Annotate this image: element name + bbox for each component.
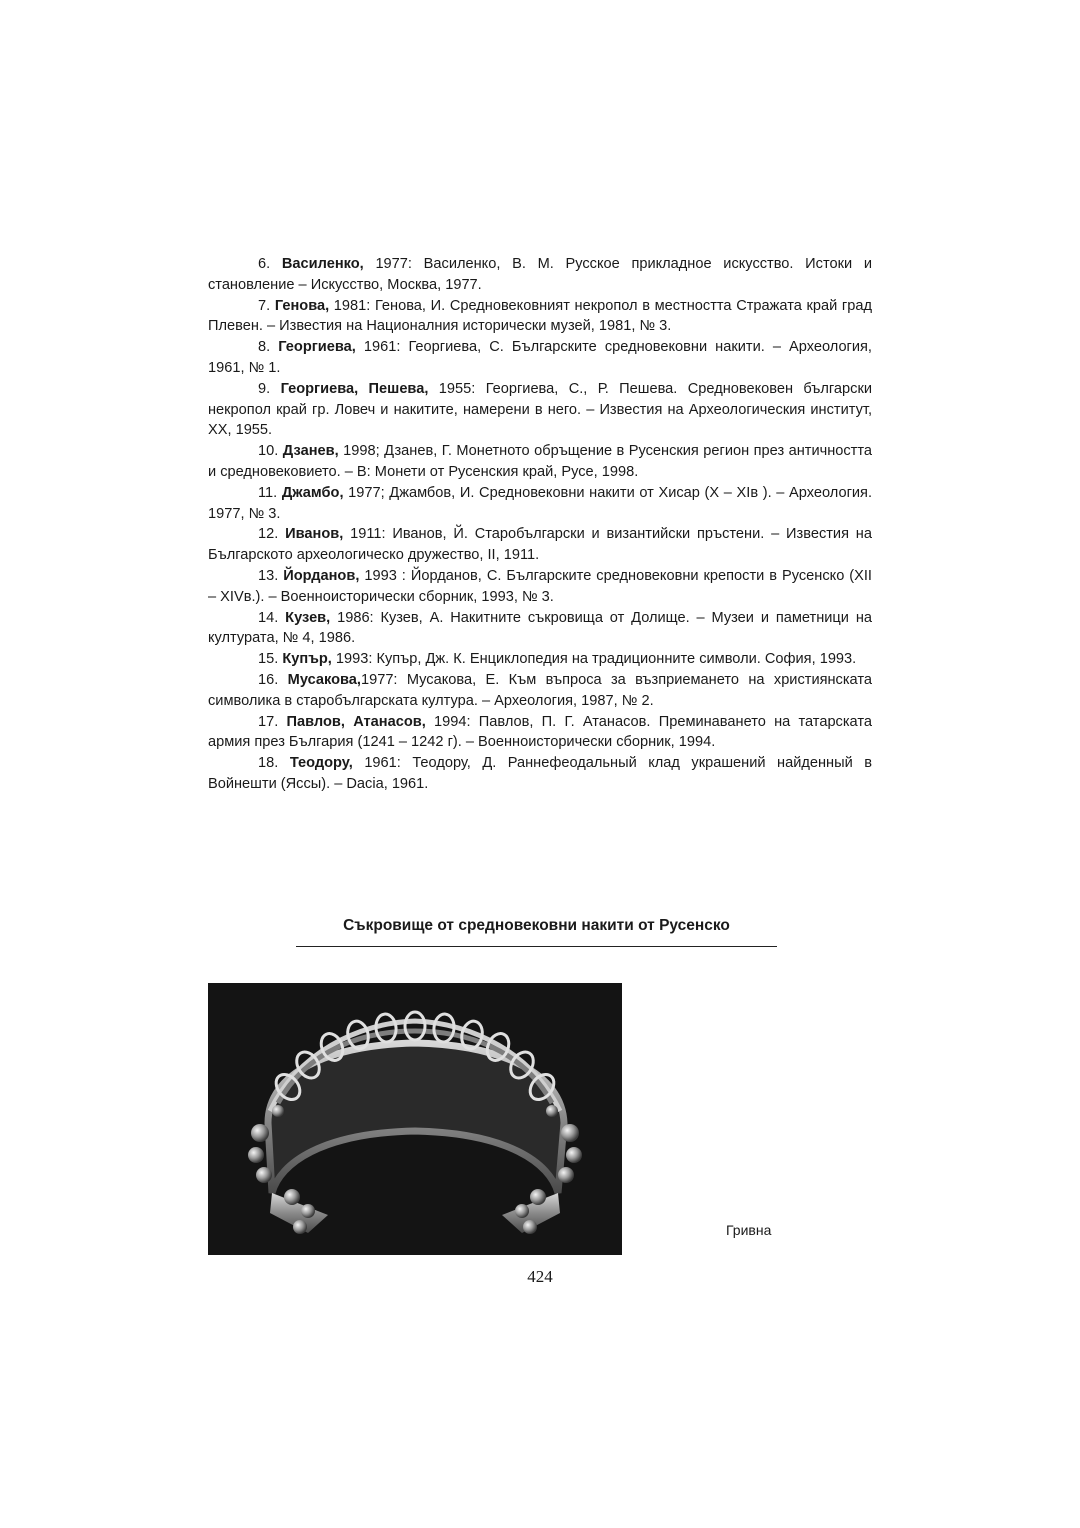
section-title: Съкровище от средновековни накити от Русенско (296, 914, 777, 947)
reference-12: 12. Иванов, 1911: Иванов, Й. Старобългарски и византийски пръстени. – Известия на Българското археологическо дружество, ІІ, 1911. (208, 526, 872, 564)
reference-8: 8. Георгиева, 1961: Георгиева, С. Българските средновековни накити. – Археология, 1961, № 1. (208, 339, 872, 376)
reference-16: 16. Мусакова,1977: Мусакова, Е. Към въпроса за възприемането на християнската символика в старобългарската култура. – Археология, 1987, № 2. (208, 671, 872, 709)
reference-10: 10. Дзанев, 1998; Дзанев, Г. Монетното обръщение в Русенския регион през античността и средновековието. – В: Монети от Русенския край, Русе, 1998. (208, 443, 872, 480)
reference-13: 13. Йорданов, 1993 : Йорданов, С. Българските средновековни крепости в Русенско (ХІІ – ХІVв.). – Военноисторически сборник, 1993, № 3. (208, 567, 872, 605)
reference-7: 7. Генова, 1981: Генова, И. Средновековният некропол в местността Стражата край град Плевен. – Известия на Националния исторически музей, 1981, № 3. (208, 297, 872, 335)
reference-9: 9. Георгиева, Пешева, 1955: Георгиева, С., Р. Пешева. Средновековен български некропол край гр. Ловеч и накитите, намерени в него. – Известия на Археологическия институт, ХХ, 1955. (208, 380, 872, 439)
reference-author: Теодору, (289, 755, 353, 772)
reference-author: Джамбо, (281, 484, 344, 501)
reference-author: Кузев, (285, 609, 331, 626)
reference-11: 11. Джамбо, 1977; Джамбов, И. Средновековни накити от Хисар (Х – ХІв ). – Археология. 1977, № 3. (208, 484, 872, 522)
page-number: 424 (527, 1267, 553, 1286)
reference-14: 14. Кузев, 1986: Кузев, А. Накитните съкровища от Долище. – Музеи и паметници на културата, № 4, 1986. (208, 609, 872, 647)
reference-author: Купър, (282, 651, 332, 668)
reference-author: Мусакова, (287, 671, 361, 688)
reference-17: 17. Павлов, Атанасов, 1994: Павлов, П. Г. Атанасов. Преминаването на татарската армия през България (1241 – 1242 г). – Военноисторически сборник, 1994. (208, 713, 872, 751)
reference-author: Йорданов, (283, 567, 360, 584)
reference-author: Дзанев, (282, 443, 339, 460)
reference-18: 18. Теодору, 1961: Теодору, Д. Раннефеодальный клад украшений найденный в Войнешти (Яссы). – Dacia, 1961. (208, 755, 872, 792)
bracelet-photo (208, 983, 622, 1255)
reference-author: Генова, (274, 297, 330, 314)
reference-author: Павлов, Атанасов, (286, 713, 426, 730)
reference-author: Василенко, (281, 256, 364, 272)
reference-author: Георгиева, Пешева, (280, 380, 429, 397)
reference-6: 6. Василенко, 1977: Василенко, В. М. Русское прикладное искусство. Истоки и становление – Искусство, Москва, 1977. (208, 256, 872, 293)
bracelet-illustration (208, 983, 622, 1255)
reference-author: Иванов, (285, 526, 344, 543)
reference-author: Георгиева, (278, 339, 356, 356)
reference-15: 15. Купър, 1993: Купър, Дж. К. Енциклопедия на традиционните символи. София, 1993. (258, 651, 857, 668)
photo-caption: Гривна (726, 1222, 772, 1238)
bibliography-list (208, 254, 872, 795)
